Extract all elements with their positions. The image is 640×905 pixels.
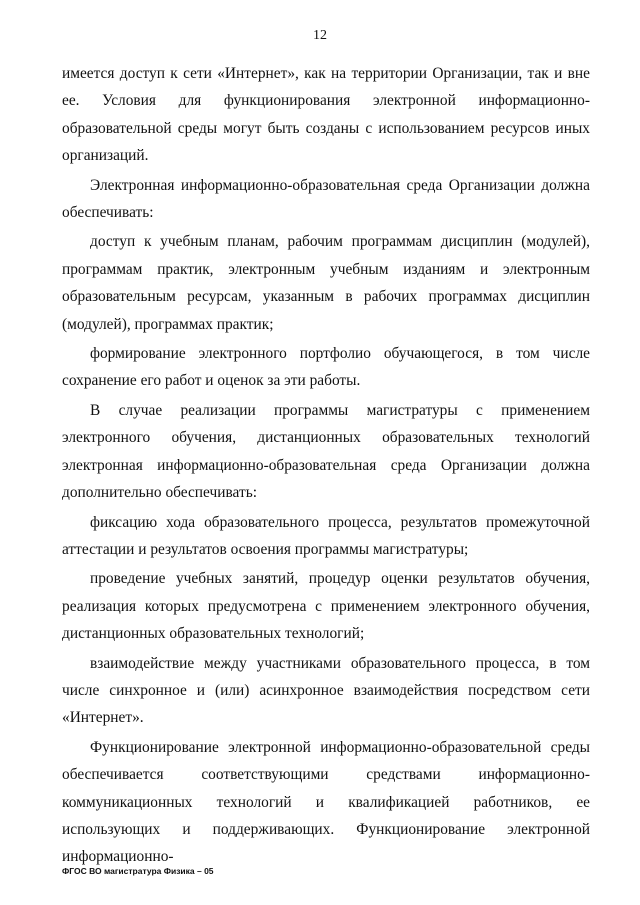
- paragraph-continuation: имеется доступ к сети «Интернет», как на территории Организации, так и вне ее. Условия для функционирования электронной информационно-образовательной среды могут быть созданы с использованием ресурсов иных организаций.: [62, 65, 590, 165]
- paragraph-interaction: взаимодействие между участниками образовательного процесса, в том числе синхронное и (или) асинхронное взаимодействия посредством сети «Интернет».: [62, 654, 590, 727]
- paragraph-classes: проведение учебных занятий, процедур оценки результатов обучения, реализация которых предусмотрена с применением электронного обучения, дистанционных образовательных технологий;: [62, 570, 590, 643]
- paragraph-portfolio: формирование электронного портфолио обучающегося, в том числе сохранение его работ и оценок за эти работы.: [62, 345, 590, 390]
- page-footer: ФГОС ВО магистратура Физика – 05: [62, 866, 214, 876]
- paragraph-eios-intro: Электронная информационно-образовательная среда Организации должна обеспечивать:: [62, 176, 590, 222]
- paragraph-distance-learning: В случае реализации программы магистратуры с применением электронного обучения, дистанционных образовательных технологий электронная информационно-образовательная среда Организации должна дополнительно обеспечивать:: [62, 401, 590, 502]
- paragraph-functioning: Функционирование электронной информационно-образовательной среды обеспечивается соответствующими средствами информационно-коммуникационных технологий и квалификацией работников, ее использующих и поддерживающих. Функционирование электронной информационно-: [62, 738, 590, 866]
- paragraph-fixation: фиксацию хода образовательного процесса, результатов промежуточной аттестации и результатов освоения программы магистратуры;: [62, 513, 590, 558]
- document-body: [62, 60, 590, 871]
- page-number: 12: [313, 28, 327, 43]
- paragraph-access: доступ к учебным планам, рабочим программам дисциплин (модулей), программам практик, электронным учебным изданиям и электронным образовательным ресурсам, указанным в рабочих программах дисциплин (модулей), программах практик;: [62, 233, 590, 333]
